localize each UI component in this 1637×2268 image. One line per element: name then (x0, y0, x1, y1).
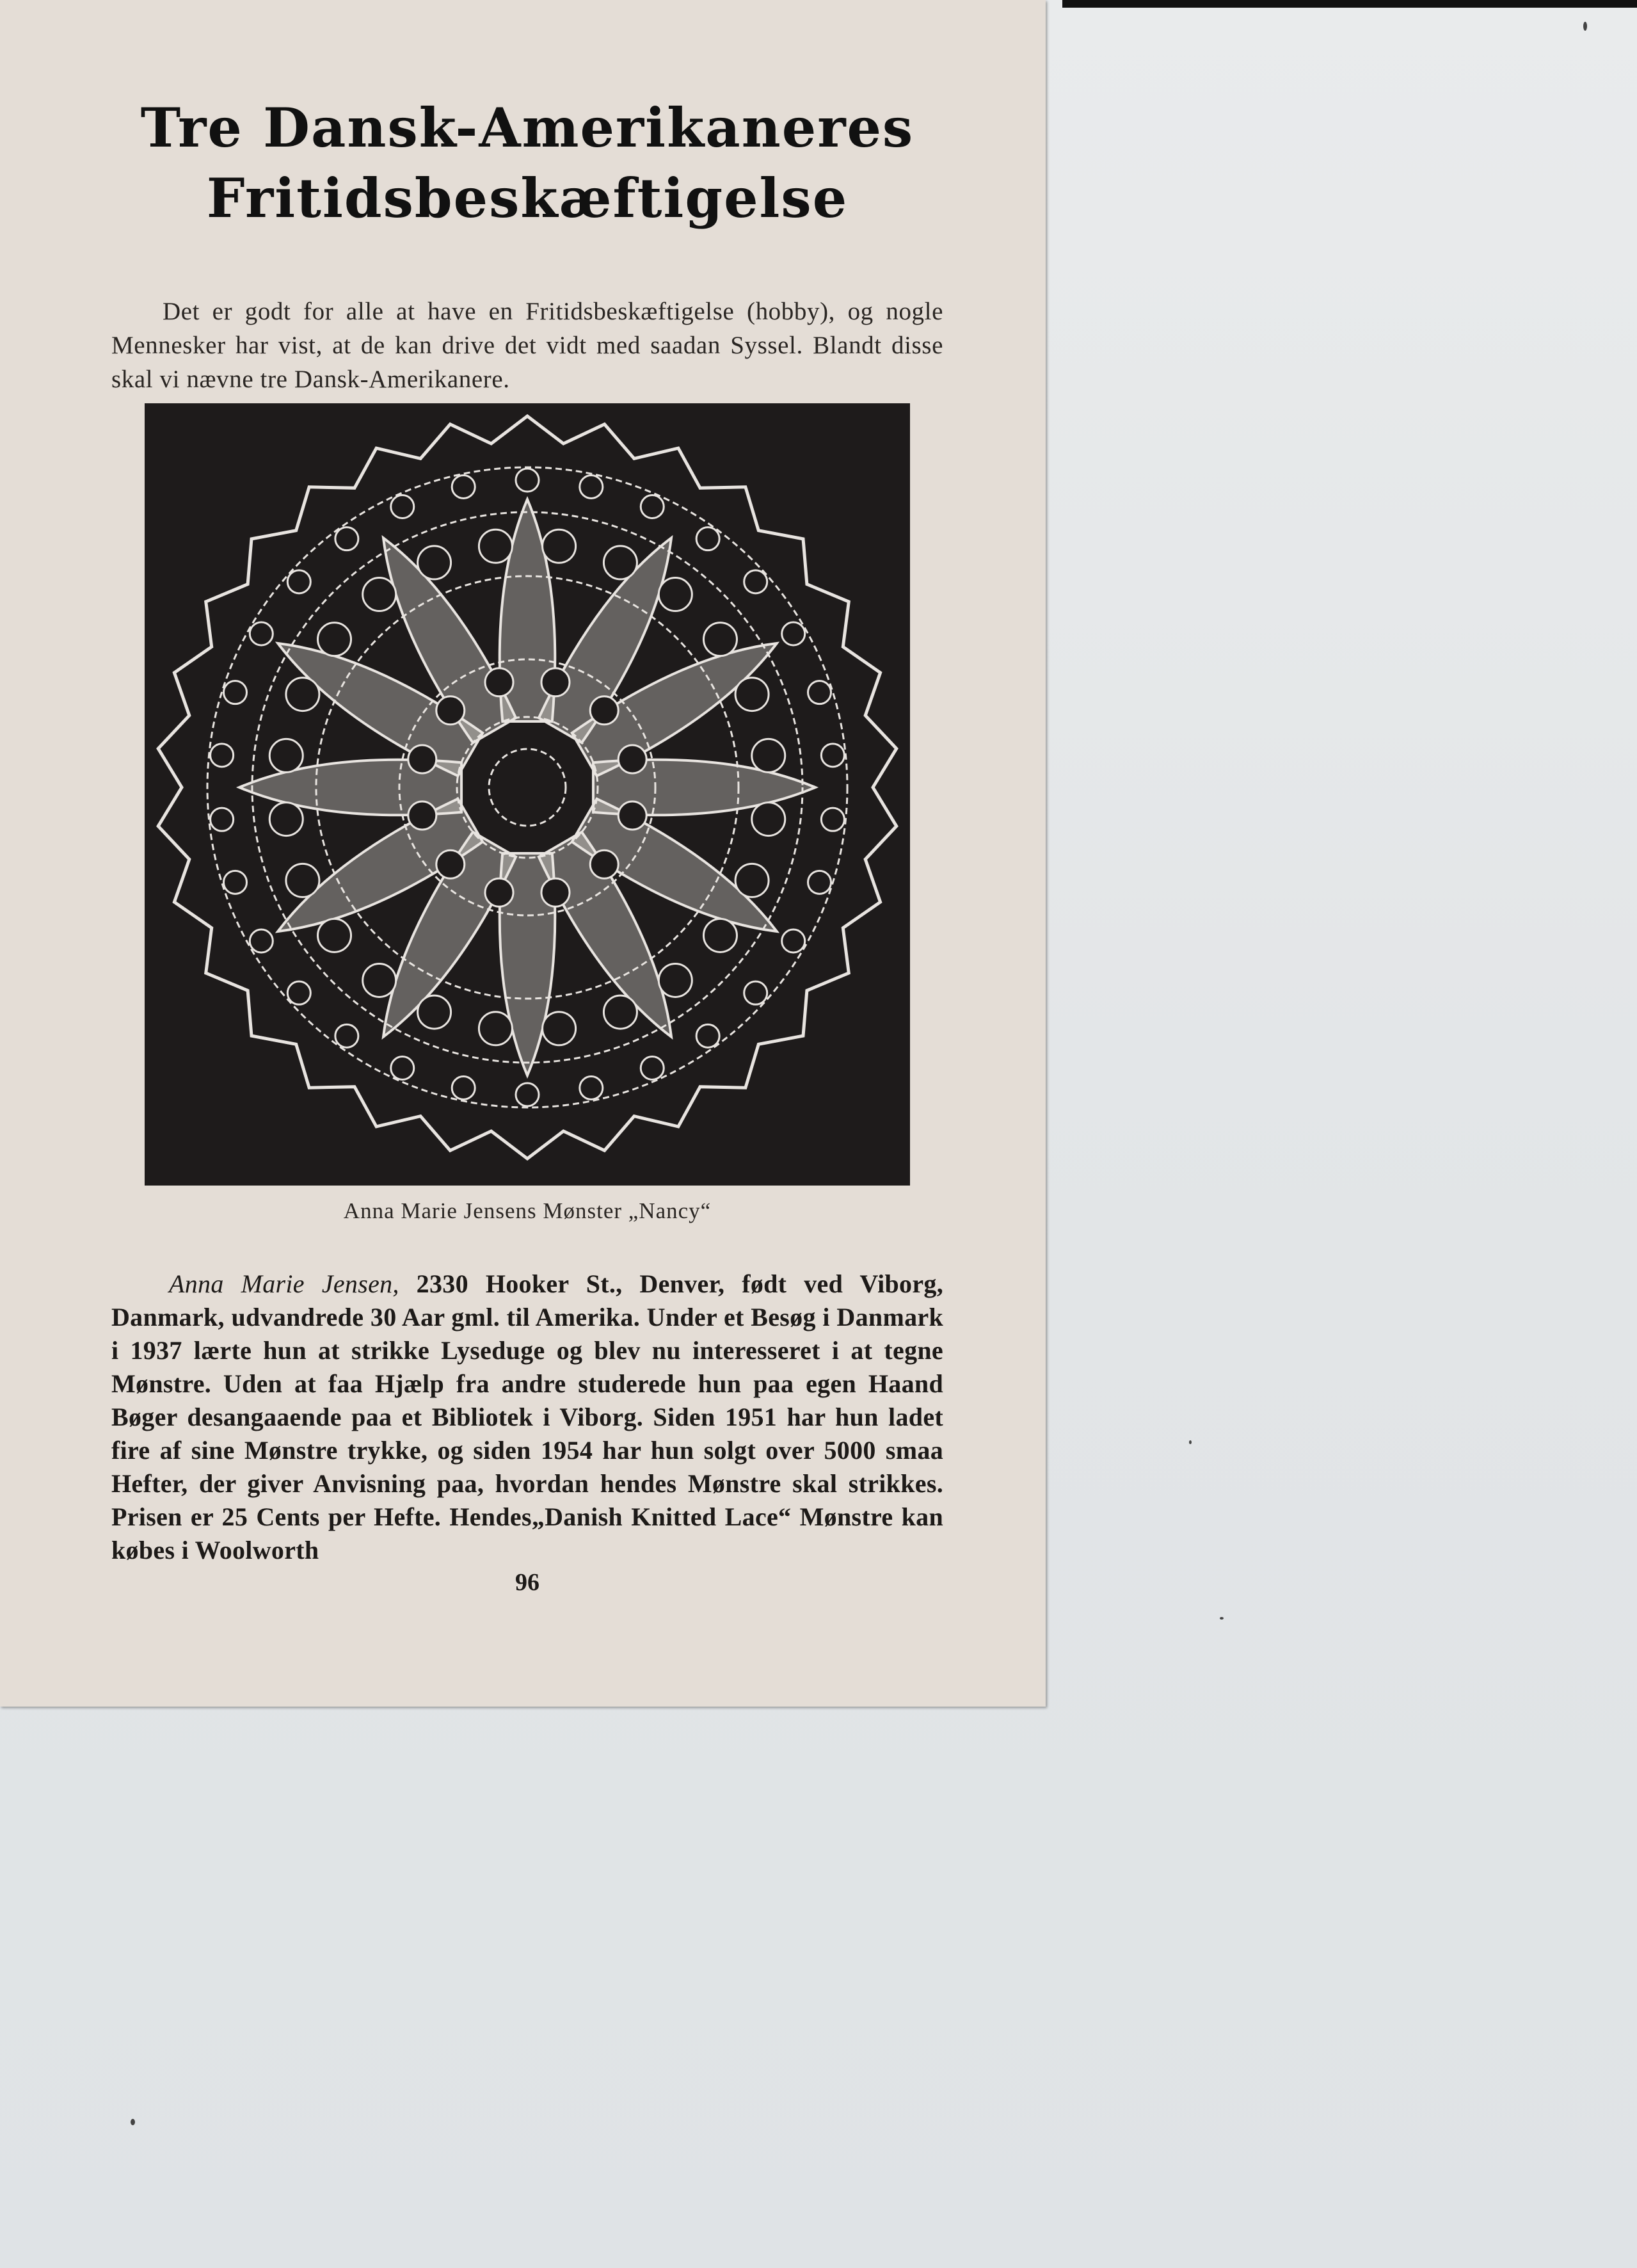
doily-hole (436, 850, 465, 878)
doily-hole (408, 745, 436, 773)
doily-hole (335, 1024, 358, 1047)
doily-hole (744, 570, 767, 593)
body-paragraph (111, 1267, 943, 1567)
doily-hole (223, 681, 246, 704)
doily-hole (580, 475, 603, 498)
doily-hole (363, 578, 396, 611)
doily-hole (808, 871, 831, 894)
doily-hole (618, 801, 646, 830)
doily-hole (580, 1077, 603, 1100)
doily-hole (335, 527, 358, 551)
page-content (111, 96, 943, 1596)
doily-hole (543, 1012, 576, 1045)
doily-hole (479, 529, 512, 563)
doily-hole (452, 475, 475, 498)
doily-hole (287, 570, 310, 593)
doily-hole (211, 744, 234, 767)
doily-hole (452, 1077, 475, 1100)
photo-caption: Anna Marie Jensens Mønster „Nancy“ (343, 1198, 712, 1223)
doily-hole (735, 678, 769, 711)
person-name: Anna Marie Jensen, (169, 1269, 399, 1298)
doily-hole (485, 878, 513, 906)
doily-hole (485, 668, 513, 696)
doily-hole (744, 981, 767, 1004)
doily-hole (703, 919, 737, 952)
doily-hole (641, 1057, 664, 1080)
doily-hole (641, 495, 664, 518)
doily-hole (318, 919, 351, 952)
doily-hole (286, 864, 319, 897)
body-text: 2330 Hooker St., Denver, født ved Viborg, Danmark, udvandrede 30 Aar gml. til Amerika. Under et Besøg i Danmark i 1937 lærte hun at strikke Lyseduge og blev nu interesseret i at tegne Mønstre. Uden at faa Hjælp fra andre studerede hun paa egen Haand Bøger desangaaende paa et Bibliotek i Viborg. Siden 1951 har hun ladet fire af sine Mønstre trykke, og siden 1954 har hun solgt over 5000 smaa Hefter, der giver Anvisning paa, hvordan hendes Mønstre skal strikkes. Prisen er 25 Cents per Hefte. Hendes„Danish Knitted Lace“ Mønstre kan købes i Woolworth (111, 1269, 943, 1564)
doily-hole (223, 871, 246, 894)
scanned-page (0, 0, 1046, 1707)
doily-hole (391, 1057, 414, 1080)
doily-hole (821, 808, 844, 831)
doily-hole (752, 803, 785, 836)
doily-lace-illustration (145, 403, 910, 1186)
scanner-edge-strip (1062, 0, 1637, 8)
doily-hole (808, 681, 831, 704)
doily-photo (145, 403, 910, 1186)
article-title (111, 96, 943, 230)
doily-hole (269, 803, 303, 836)
doily-hole (269, 739, 303, 772)
doily-hole (752, 739, 785, 772)
doily-hole (436, 696, 465, 725)
doily-hole (250, 622, 273, 645)
doily-hole (541, 878, 570, 906)
doily-hole (541, 668, 570, 696)
doily-hole (696, 1024, 719, 1047)
doily-hole (211, 808, 234, 831)
doily-hole (479, 1012, 512, 1045)
page-number: 96 (515, 1569, 539, 1596)
doily-hole (418, 546, 451, 579)
doily-hole (659, 578, 692, 611)
doily-hole (782, 929, 805, 953)
dust-speck (1220, 1617, 1224, 1620)
doily-hole (250, 929, 273, 953)
doily-hole (408, 801, 436, 830)
doily-hole (516, 1083, 539, 1106)
doily-hole (735, 864, 769, 897)
doily-hole (516, 469, 539, 492)
doily-hole (590, 696, 618, 725)
doily-ring (489, 749, 566, 826)
doily-hole (363, 963, 396, 997)
doily-hole (318, 623, 351, 656)
doily-hole (287, 981, 310, 1004)
doily-hole (418, 995, 451, 1029)
doily-hole (543, 529, 576, 563)
doily-hole (590, 850, 618, 878)
doily-hole (618, 745, 646, 773)
title-line-1: Tre Dansk-Amerikaneres (140, 96, 914, 159)
doily-hole (821, 744, 844, 767)
doily-hole (286, 678, 319, 711)
intro-paragraph: Det er godt for alle at have en Fritidsbeskæftigelse (hobby), og nogle Mennesker har vist, at de kan drive det vidt med saadan Syssel. Blandt disse skal vi nævne tre Dansk-Amerikanere. (111, 298, 943, 393)
doily-hole (659, 963, 692, 997)
doily-hole (782, 622, 805, 645)
doily-hole (391, 495, 414, 518)
title-line-2: Fritidsbeskæftigelse (206, 166, 849, 230)
doily-hole (703, 623, 737, 656)
doily-hole (603, 995, 637, 1029)
doily-hole (603, 546, 637, 579)
doily-hole (696, 527, 719, 551)
dust-speck (131, 2119, 135, 2125)
dust-speck (1189, 1440, 1192, 1444)
dust-speck (1583, 22, 1587, 31)
